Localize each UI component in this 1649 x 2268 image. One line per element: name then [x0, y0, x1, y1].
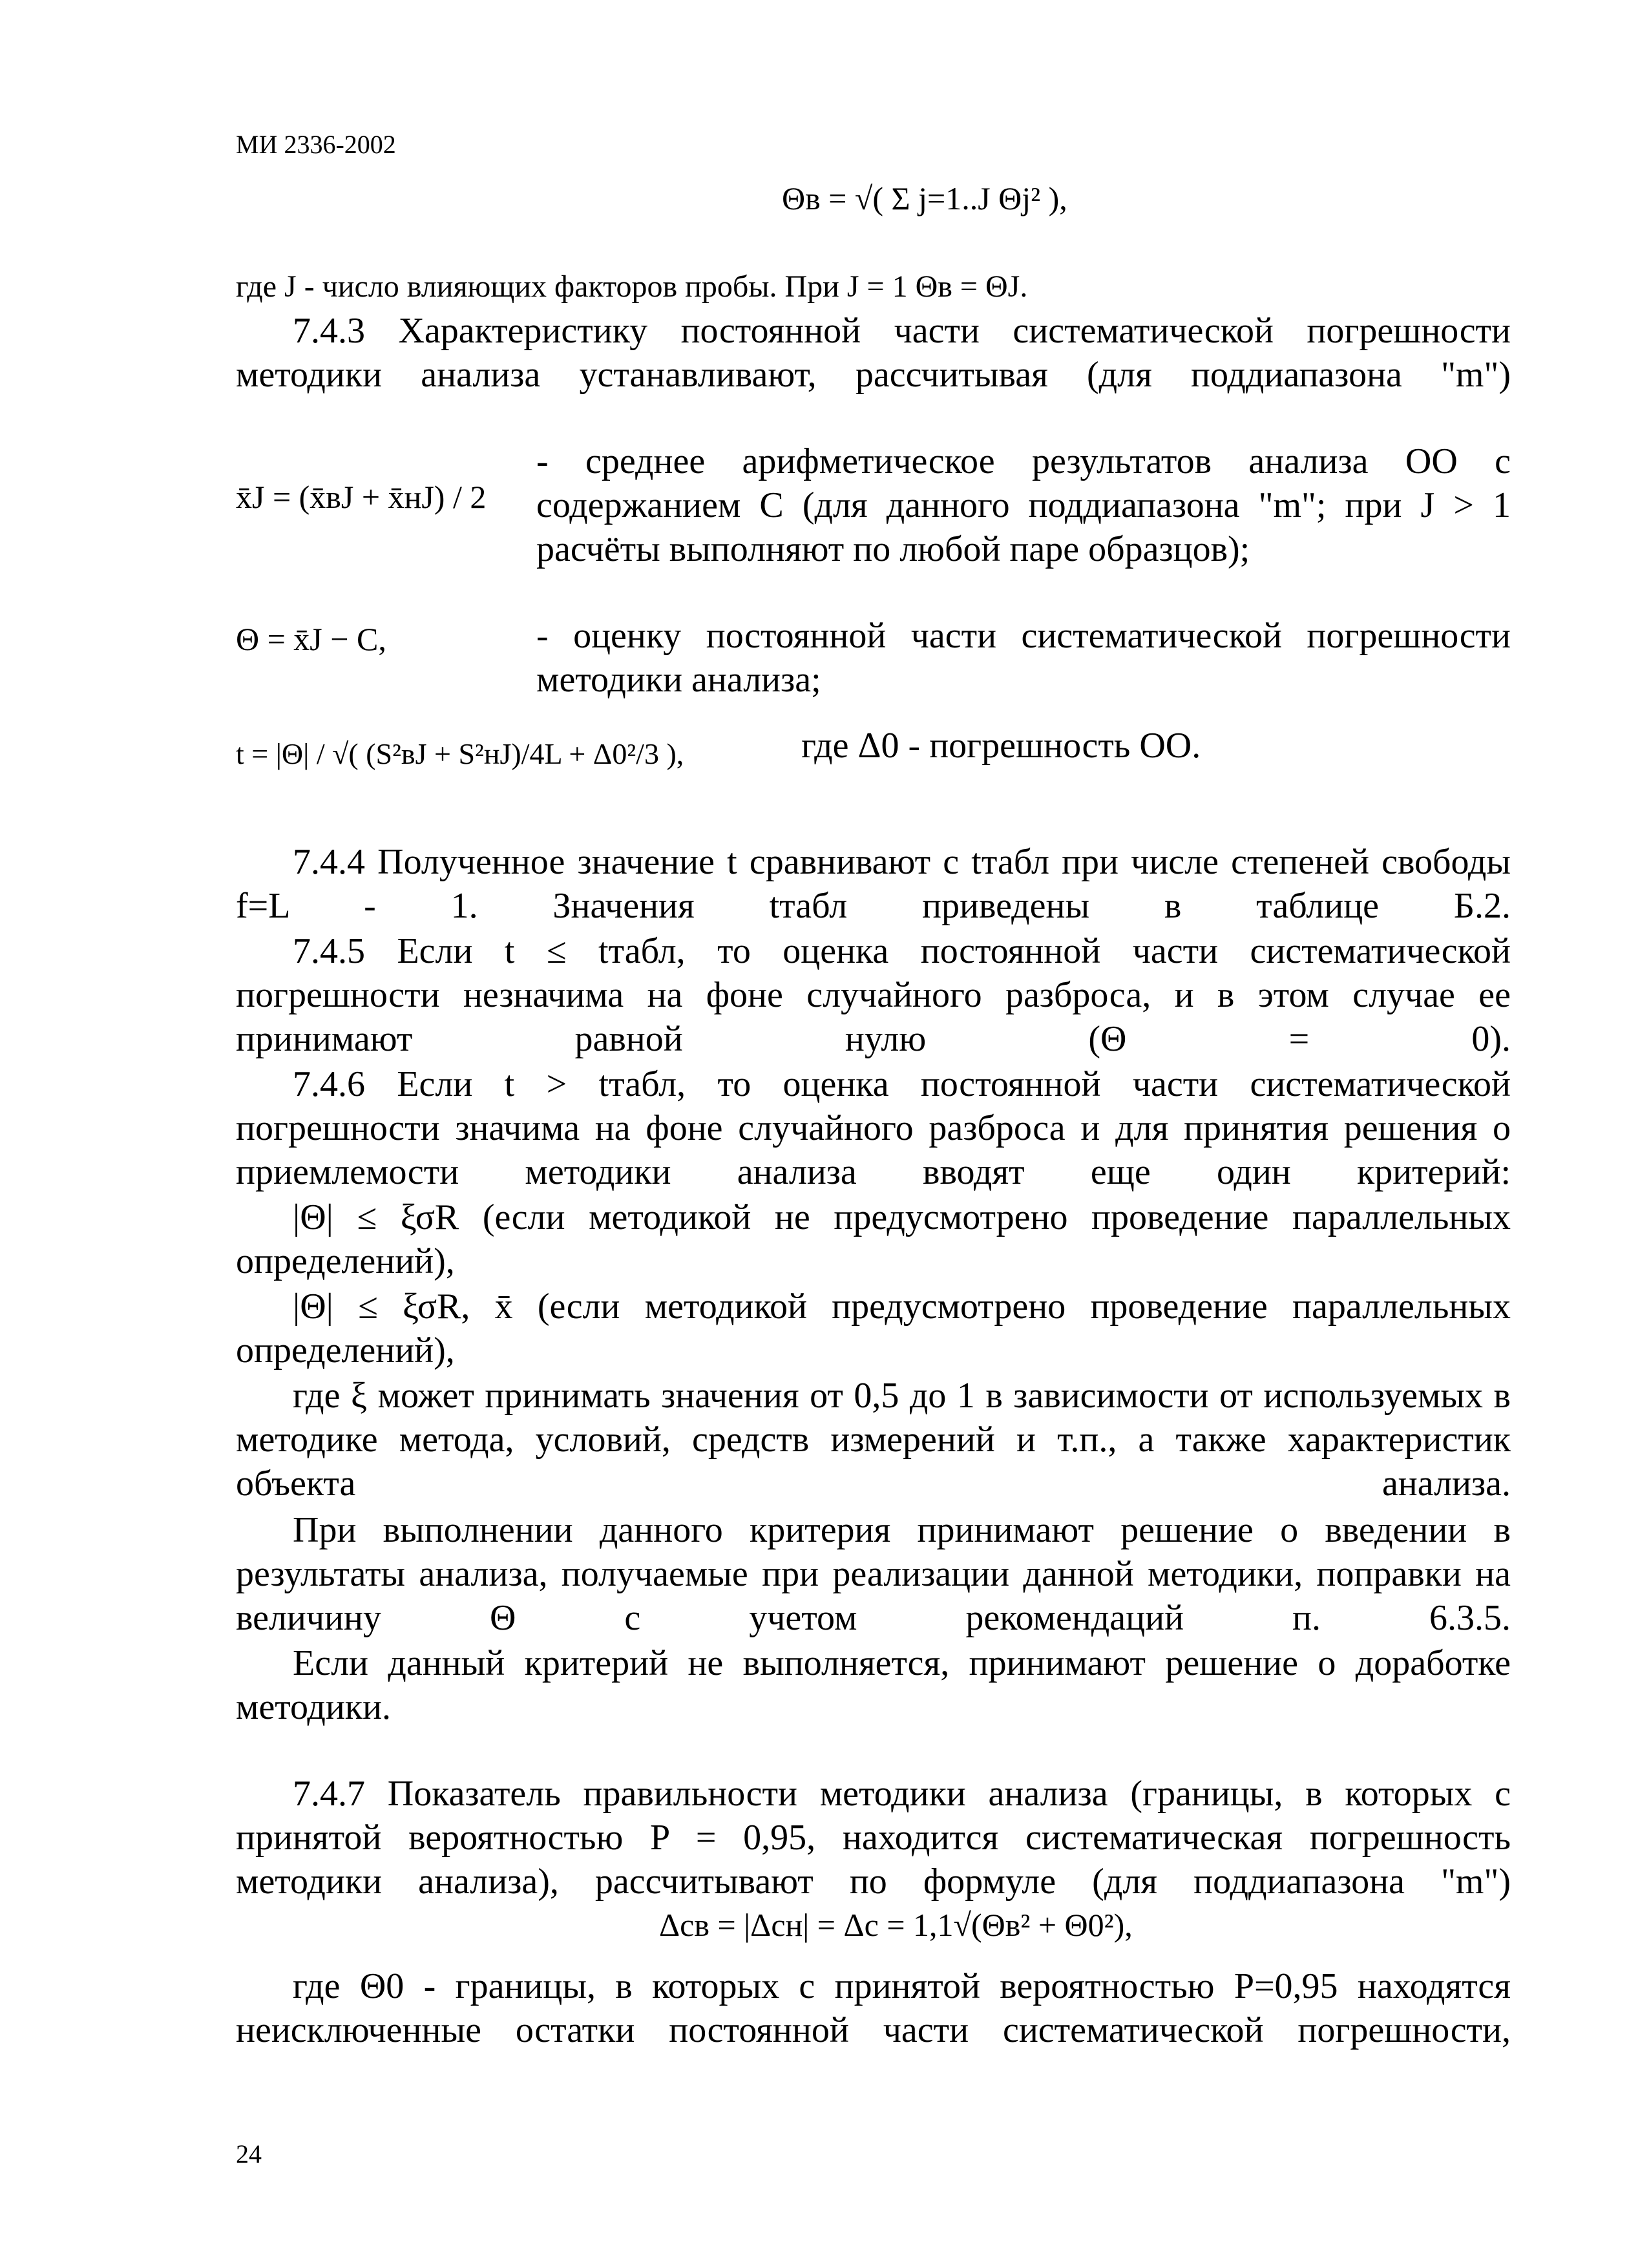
desc-theta: - оценку постоянной части систематической погрешности методики анализа; [536, 616, 1511, 700]
formula-xj: x̄J = (x̄вJ + x̄нJ) / 2 [236, 479, 487, 515]
paragraph-7-4-3: 7.4.3 Характеристику постоянной части систематической погрешности методики анализа устанавливают, рассчитывая (для поддиапазона "m") [236, 311, 1511, 395]
paragraph-theta0: где Θ0 - границы, в которых с принятой вероятностью P=0,95 находятся неисключенные остатки постоянной части систематической погрешности, [236, 1966, 1511, 2050]
paragraph-7-4-7: 7.4.7 Показатель правильности методики анализа (границы, в которых с принятой вероятностью P = 0,95, находится систематическая погрешность методики анализа), рассчитывают по формуле (для поддиапазона "m") [236, 1774, 1511, 1902]
criterion-1: |Θ| ≤ ξσR (если методикой не предусмотрено проведение параллельных определений), [236, 1197, 1511, 1281]
document-header: МИ 2336-2002 [236, 130, 396, 159]
page-number: 24 [236, 2139, 262, 2168]
formula-t: t = |Θ| / √( (S²вJ + S²нJ)/4L + Δ0²/3 ), [236, 737, 684, 770]
paragraph-7-4-4: 7.4.4 Полученное значение t сравнивают с tтабл при числе степеней свободы f=L - 1. Значения tтабл приведены в таблице Б.2. [236, 842, 1511, 926]
formula-delta: Δсв = |Δсн| = Δс = 1,1√(Θв² + Θ0²), [659, 1907, 1133, 1943]
formula-theta: Θ = x̄J − C, [236, 621, 386, 657]
criterion-2: |Θ| ≤ ξσR, x̄ (если методикой предусмотрено проведение параллельных определений), [236, 1286, 1511, 1370]
paragraph-7-4-6: 7.4.6 Если t > tтабл, то оценка постоянной части систематической погрешности значима на фоне случайного разброса и для принятия решения о приемлемости методики анализа вводят еще один критерий: [236, 1064, 1511, 1192]
paragraph-decision: При выполнении данного критерия принимают решение о введении в результаты анализа, получаемые при реализации данной методики, поправки на величину Θ с учетом рекомендаций п. 6.3.5. [236, 1510, 1511, 1638]
desc-t: где Δ0 - погрешность ОО. [801, 726, 1201, 766]
paragraph-not-met: Если данный критерий не выполняется, принимают решение о доработке методики. [236, 1643, 1511, 1727]
text-where-j: где J - число влияющих факторов пробы. При J = 1 Θв = ΘJ. [236, 269, 1028, 304]
desc-xj: - среднее арифметическое результатов анализа ОО с содержанием С (для данного поддиапазона "m"; при J > 1 расчёты выполняют по любой паре образцов); [536, 441, 1511, 569]
paragraph-7-4-5: 7.4.5 Если t ≤ tтабл, то оценка постоянной части систематической погрешности незначима на фоне случайного разброса, и в этом случае ее принимают равной нулю (Θ = 0). [236, 931, 1511, 1059]
paragraph-xi: где ξ может принимать значения от 0,5 до 1 в зависимости от используемых в методике метода, условий, средств измерений и т.п., а также характеристик объекта анализа. [236, 1376, 1511, 1504]
formula-theta-v: Θв = √( Σ j=1..J Θj² ), [782, 180, 1067, 216]
